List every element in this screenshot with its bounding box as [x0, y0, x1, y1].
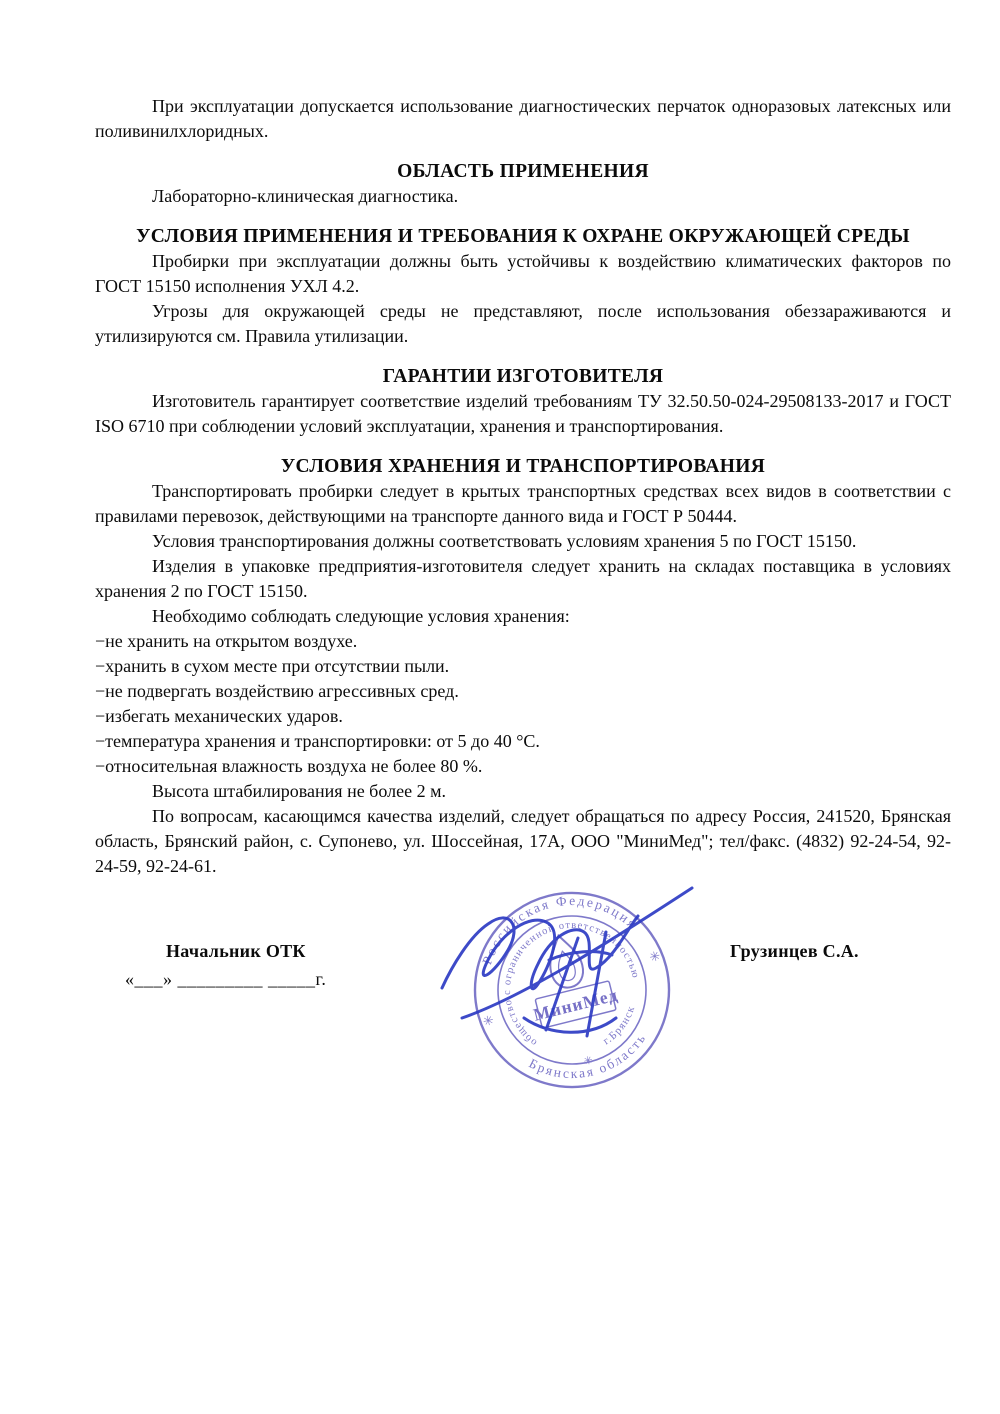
stamp-rings — [452, 871, 690, 1108]
signer-position-title: Начальник ОТК — [166, 941, 306, 961]
date-blank-line: «___» _________ _____г. — [125, 969, 327, 989]
signer-name: Грузинцев С.А. — [730, 941, 859, 961]
stamp-outer-bottom-text: Брянская область — [526, 1029, 650, 1082]
intro-paragraph: При эксплуатации допускается использование диагностических перчаток одноразовых латексных или поливинилхлоридных. — [95, 96, 951, 141]
application-paragraph: Лабораторно-клиническая диагностика. — [152, 186, 459, 206]
section-heading-application: ОБЛАСТЬ ПРИМЕНЕНИЯ — [397, 161, 649, 182]
storage-condition-item: −избегать механических ударов. — [95, 706, 343, 726]
storage-paragraph-3: Изделия в упаковке предприятия-изготовителя следует хранить на складах поставщика в условиях хранения 2 по ГОСТ 15150. — [95, 556, 951, 601]
stamp-company-name: МиниМед — [531, 984, 620, 1025]
storage-condition-item: −хранить в сухом месте при отсутствии пыли. — [95, 656, 450, 676]
storage-paragraph-2: Условия транспортирования должны соответствовать условиям хранения 5 по ГОСТ 15150. — [152, 531, 857, 551]
storage-condition-item: −относительная влажность воздуха не более 80 %. — [95, 756, 483, 776]
storage-condition-item: −не подвергать воздействию агрессивных сред. — [95, 681, 459, 701]
warranty-paragraph: Изготовитель гарантирует соответствие изделий требованиям ТУ 32.50.50-024-29508133-2017 и ГОСТ ISO 6710 при соблюдении условий эксплуатации, хранения и транспортирования. — [95, 391, 951, 436]
stamp-outer-top-text: Российская Федерация — [479, 892, 641, 967]
stamp-star-right: ✳ — [647, 947, 662, 966]
flame-icon — [543, 932, 587, 991]
stamp-star-bottom: ✳ — [582, 1054, 595, 1069]
stamp-svg — [452, 870, 692, 1110]
section-heading-storage: УСЛОВИЯ ХРАНЕНИЯ И ТРАНСПОРТИРОВАНИЯ — [280, 456, 766, 477]
storage-paragraph-5: Высота штабилирования не более 2 м. — [152, 781, 446, 801]
storage-condition-item: −температура хранения и транспортировки: от 5 до 40 °С. — [95, 731, 540, 751]
flame-inner-icon — [555, 949, 578, 982]
section-heading-usage: УСЛОВИЯ ПРИМЕНЕНИЯ И ТРЕБОВАНИЯ К ОХРАНЕ ОКРУЖАЮЩЕЙ СРЕДЫ — [136, 226, 910, 247]
usage-paragraph-1: Пробирки при эксплуатации должны быть устойчивы к воздействию климатических факторов по ГОСТ 15150 исполнения УХЛ 4.2. — [95, 251, 951, 296]
storage-paragraph-1: Транспортировать пробирки следует в крытых транспортных средствах всех видов в соответствии с правилами перевозок, действующими на транспорте данного вида и ГОСТ Р 50444. — [95, 481, 951, 526]
document-body — [95, 94, 951, 879]
stamp-inner-city-text: г.Брянск — [601, 1003, 638, 1048]
storage-paragraph-4: Необходимо соблюдать следующие условия хранения: — [152, 606, 570, 626]
storage-condition-item: −не хранить на открытом воздухе. — [95, 631, 358, 651]
section-heading-warranty: ГАРАНТИИ ИЗГОТОВИТЕЛЯ — [382, 366, 664, 387]
stamp-star-left: ✳ — [481, 1012, 496, 1030]
contact-paragraph: По вопросам, касающимся качества изделий, следует обращаться по адресу Россия, 241520, Брянская область, Брянский район, с. Супонево, ул. Шоссейная, 17А, ООО "МиниМед"; тел/факс. (4832) 92-24-54, 92-24-59, 92-24-61. — [95, 806, 951, 876]
storage-conditions-list — [95, 629, 951, 779]
stamp-inner-ring-text: общество с ограниченной ответственностью — [501, 919, 641, 1048]
usage-paragraph-2: Угрозы для окружающей среды не представляют, после использования обеззараживаются и утилизируются см. Правила утилизации. — [95, 301, 951, 346]
company-round-stamp — [452, 870, 692, 1110]
